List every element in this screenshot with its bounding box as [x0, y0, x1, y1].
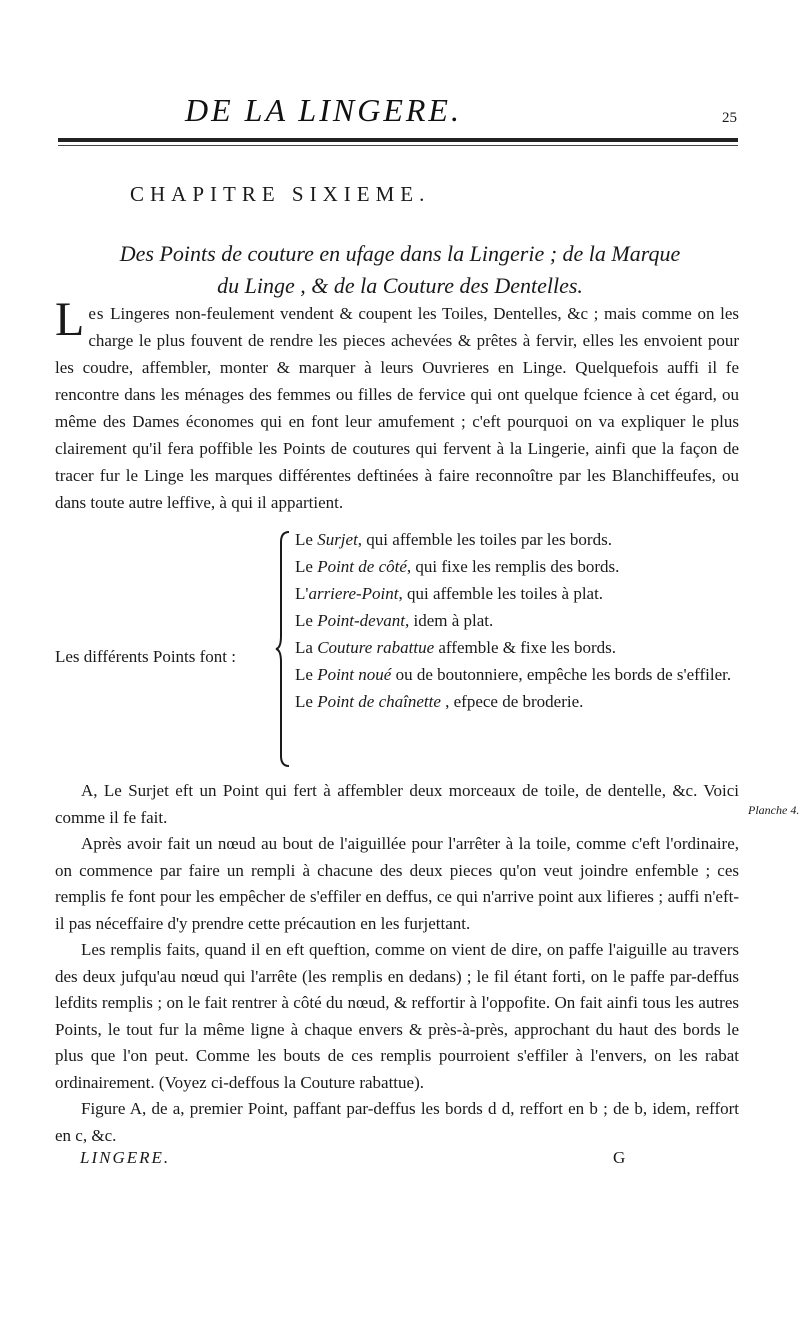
header-rule-thin — [58, 145, 738, 146]
points-list-lead: Les différents Points font : — [55, 647, 236, 666]
points-list — [55, 526, 745, 776]
paragraph-figure: Figure A, de a, premier Point, paffant par-deffus les bords d d, reffort en b ; de b, idem, reffort en c, &c. — [55, 1099, 739, 1145]
list-item: Le Point de chaînette , efpece de broderie. — [295, 692, 584, 711]
signature-right: G — [613, 1148, 626, 1167]
signature-left: LINGERE. — [80, 1148, 171, 1167]
header-rule-thick — [58, 138, 738, 142]
paragraph-aiguillee: Après avoir fait un nœud au bout de l'aiguillée pour l'arrêter à la toile, comme c'eft l'ordinaire, on commence par faire un rempli à chacune des deux pieces qu'on veut joindre enfemble ; ces remplis fe font pour les empêcher de s'effiler en deffus, ce qui n'arrive point aux lifieres ; auffi n'eft-il pas néceffaire d'y prendre cette précaution en les furjettant. — [55, 834, 739, 933]
page-number: 25 — [722, 110, 737, 126]
list-item: La Couture rabattue affemble & fixe les bords. — [295, 638, 617, 657]
running-head: DE LA LINGERE. — [185, 92, 462, 128]
chapter-subtitle — [55, 238, 745, 302]
subtitle-line-1: Des Points de couture en ufage dans la Lingerie ; de la Marque — [119, 241, 681, 266]
main-text — [55, 778, 739, 1149]
intro-paragraph — [55, 293, 739, 516]
subtitle-line-2: du Linge , & de la Couture des Dentelles. — [217, 273, 583, 298]
list-item: Le Point noué ou de boutonniere, empêche les bords de s'effiler. — [295, 665, 732, 684]
chapter-title: CHAPITRE SIXIEME. — [130, 182, 431, 206]
points-list-items — [295, 526, 745, 715]
list-item: L'arriere-Point, qui affemble les toiles à plat. — [295, 584, 604, 603]
paragraph-surjet: A, Le Surjet eft un Point qui fert à affembler deux morceaux de toile, de dentelle, &c. Voici comme il fe fait. — [55, 781, 739, 827]
list-item: Le Point de côté, qui fixe les remplis des bords. — [295, 557, 620, 576]
first-word-rest: es — [88, 304, 105, 323]
dropcap: L — [55, 293, 85, 346]
brace-icon — [275, 530, 291, 768]
intro-text: Lingeres non-feulement vendent & coupent les Toiles, Dentelles, &c ; mais comme on les charge le plus fouvent de rendre les pieces achevées & prêtes à fervir, elles les envoient pour les coudre, affembler, monter & marquer à leurs Ouvrieres en Linge. Quelquefois auffi il fe rencontre dans les ménages des femmes ou filles de fervice qui ont quelque fcience à cet égard, ou même des Dames économes qui en font leur amufement ; c'eft pourquoi on va expliquer le plus clairement qu'il fera poffible les Points de coutures qui fervent à la Lingerie, ainfi que la façon de tracer fur le Linge les marques différentes deftinées à faire reconnoître par les Blanchiffeufes, ou dans toute autre leffive, à qui il appartient. — [55, 304, 739, 512]
margin-note: Planche 4. — [748, 803, 800, 817]
list-item: Le Surjet, qui affemble les toiles par les bords. — [295, 530, 612, 549]
paragraph-remplis: Les remplis faits, quand il en eft queftion, comme on vient de dire, on paffe l'aiguille au travers des deux jufqu'au nœud qui l'arrête (les remplis en dedans) ; le fil étant forti, on le paffe par-deffus lefdits remplis ; on le fait rentrer à côté du nœud, & reffortir à l'oppofite. On fait ainfi tous les autres Points, le tout fur la même ligne à chaque envers & près-à-près, approchant du haut des bords le plus que l'on peut. Comme les bouts de ces remplis pourroient s'effiler à l'envers, on les rabat ordinairement. (Voyez ci-deffous la Couture rabattue). — [55, 940, 739, 1092]
list-item: Le Point-devant, idem à plat. — [295, 611, 494, 630]
